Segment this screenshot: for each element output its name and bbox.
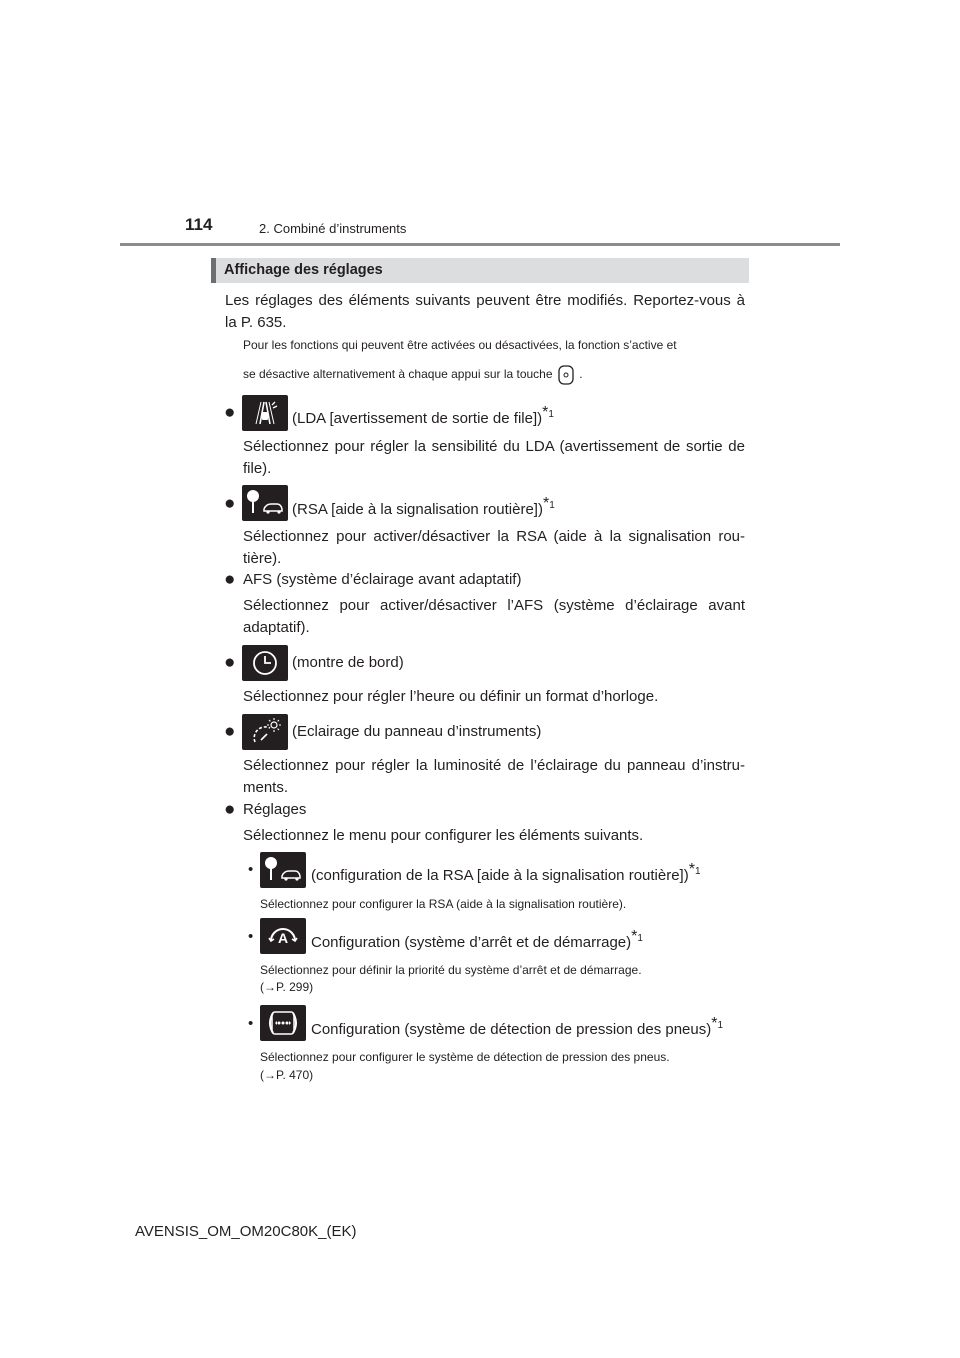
lda-label-text: (LDA [avertissement de sortie de file]) [292,410,543,427]
item-rsa-desc: Sélectionnez pour activer/désactiver la RSA (aide à la signalisation rou-tière). [243,528,745,567]
svg-text:A: A [277,930,289,946]
footnote-star: * [688,861,695,878]
footnote-star: * [631,928,638,945]
panel-light-icon [242,714,288,750]
footnote-mark [711,1015,724,1032]
footnote-star: * [711,1015,718,1032]
header-rule [120,243,840,246]
item-lda-desc: Sélectionnez pour régler la sensibilité du LDA (avertissement de sortie de file). [243,438,745,477]
footnote-number: 1 [694,866,701,877]
item-panel-light-desc: Sélectionnez pour régler la luminosité de l’éclairage du panneau d’instru-ments. [243,757,745,796]
tire-pressure-icon [260,1005,306,1041]
footnote-number: 1 [548,409,554,420]
sub-stop-start-label-text: Configuration (système d’arrêt et de démarrage) [311,934,632,951]
document-code: AVENSIS_OM_OM20C80K_(EK) [135,1223,357,1240]
sub-bullet: • [248,928,254,945]
sub-rsa-desc: Sélectionnez pour configurer la RSA (aide à la signalisation routière). [260,897,627,911]
bullet-dot: ● [224,799,236,820]
setting-button-icon [556,365,576,385]
section-marker [211,258,216,283]
stop-start-icon [260,918,306,954]
footnote-mark [688,861,701,878]
item-rsa-label [292,494,555,520]
note-end: . [579,367,583,381]
clock-icon [242,645,288,681]
item-afs-desc: Sélectionnez pour activer/désactiver l’AFS (système d’éclairage avant adaptatif). [243,597,745,636]
sub-stop-start-desc: Sélectionnez pour définir la priorité du système d’arrêt et de démarrage. [260,963,642,977]
footnote-number: 1 [549,500,555,511]
item-clock-desc: Sélectionnez pour régler l’heure ou définir un format d’horloge. [243,688,659,705]
footnote-star: * [542,495,550,512]
sub-bullet: • [248,1015,254,1032]
chapter-title: 2. Combiné d’instruments [259,221,407,236]
footnote-number: 1 [637,933,643,944]
sub-rsa-label [311,860,701,886]
sub-rsa-label-text: (configuration de la RSA [aide à la signalisation routière]) [311,867,689,884]
rsa-icon [242,485,288,521]
note-line-1: Pour les fonctions qui peuvent être activées ou désactivées, la fonction s’active et [243,338,677,352]
lda-icon [242,395,288,431]
footnote-mark [631,928,643,945]
section-title: Affichage des réglages [224,262,383,278]
sub-tire-desc: Sélectionnez pour configurer le système de détection de pression des pneus. [260,1050,670,1064]
bullet-dot: ● [224,721,236,742]
rsa-label-text: (RSA [aide à la signalisation routière]) [292,501,543,518]
bullet-dot: ● [224,493,236,514]
page-reference: (→P. 470) [260,1068,314,1082]
section-title-bar [211,258,749,283]
item-afs-label: AFS (système d’éclairage avant adaptatif) [243,571,522,588]
footnote-number: 1 [717,1020,724,1031]
footnote-mark [542,404,554,421]
page-reference: (→P. 299) [260,980,314,994]
sub-tire-label-text: Configuration (système de détection de pression des pneus) [311,1021,712,1038]
note-text: se désactive alternativement à chaque appui sur la touche [243,367,553,381]
footnote-mark [542,495,555,512]
page-number: 114 [185,215,213,234]
intro-paragraph: Les réglages des éléments suivants peuvent être modifiés. Reportez-vous à la P. 635. [225,292,745,331]
item-lda-label [292,403,554,429]
bullet-dot: ● [224,402,236,423]
rsa-config-icon [260,852,306,888]
footnote-star: * [542,404,549,421]
bullet-dot: ● [224,652,236,673]
item-settings-desc: Sélectionnez le menu pour configurer les éléments suivants. [243,827,644,844]
note-line-2 [243,364,583,385]
bullet-dot: ● [224,569,236,590]
sub-bullet: • [248,861,254,878]
item-panel-light-label: (Eclairage du panneau d’instruments) [292,723,542,740]
sub-tire-label [311,1014,723,1040]
item-settings-label: Réglages [243,801,307,818]
item-clock-label: (montre de bord) [292,654,404,671]
sub-stop-start-label [311,927,643,953]
